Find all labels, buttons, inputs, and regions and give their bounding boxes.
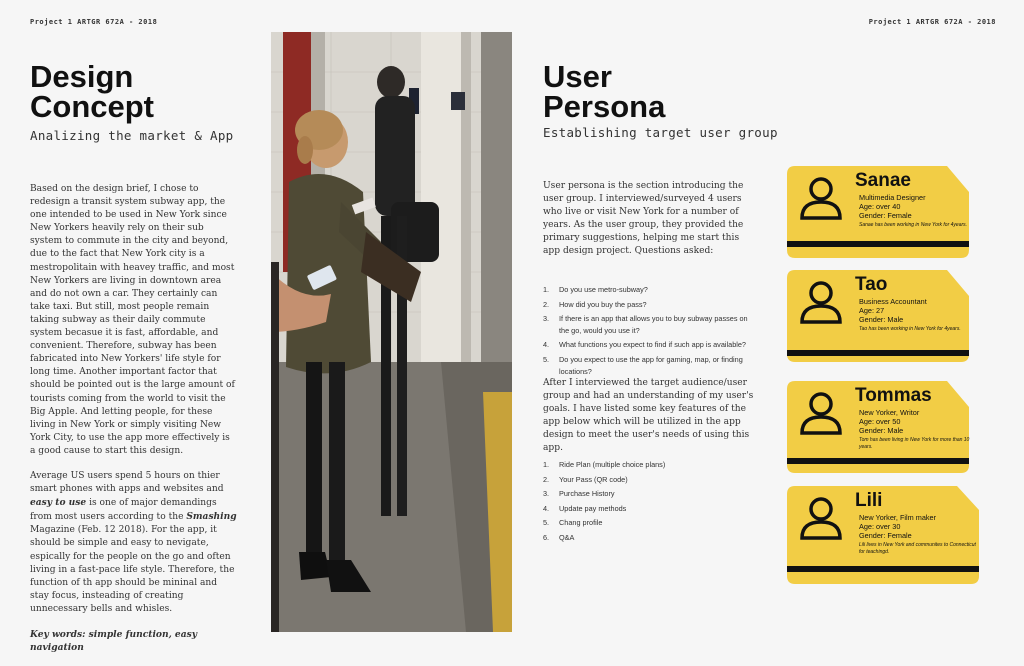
p2-part3: Magazine (Feb. 12 2018). For the app, it should be simple and easy to nevigate, espically for the people on the go and often living in a fast-pace life style. Therefore, the function of th app should be mininal and stay focus, insteading of creating unnecessary bells and whisles.	[30, 525, 235, 614]
questions-list	[543, 284, 759, 380]
persona-card-tommas	[787, 381, 982, 473]
user-avatar-icon	[799, 176, 843, 220]
question-number: 4.	[543, 340, 550, 350]
user-persona-title-line2: Persona	[543, 89, 666, 124]
persona-info	[859, 408, 919, 436]
list-item	[543, 503, 759, 515]
persona-info	[859, 513, 936, 541]
user-persona-title	[543, 59, 763, 124]
design-concept-paragraph-1: Based on the design brief, I chose to redesign a transit system subway app, the one intended to be used in New York since New Yorkers heavily rely on their sub system to commute in the city and beyond, due to the fact that New York city is a mestropolitain with heavey traffic, and most New Yorkers are living in downtown area and do not own a car. They certainly can take taxi. But still, most people remain taking subway as their daily commute system becasue it is fast, affordable, and convenient. Therefore, subway has been fabricated into New Yorkers' life style for long time. Another important factor that should be pointed out is the large amount of tourists coming from the world to visit the Big Apple. And letting people, for these living in New York or simply visiting New York City, to use the app more effectively is a good cause to start this design.	[30, 184, 235, 456]
design-concept-title-line1: Design	[30, 59, 134, 94]
persona-gender: Gender: Female	[859, 211, 912, 221]
question-text: How did you buy the pass?	[559, 299, 647, 309]
list-item	[543, 474, 759, 486]
user-persona-intro-text: User persona is the section introducing the user group. I interviewed/surveyed 4 users who live or visit New York for a number of years. As the user group, they provided the primary suggestions, helping me start this app design project. Questions asked:	[543, 181, 744, 257]
persona-card-tao	[787, 270, 982, 362]
p2-part2: is one of major demandings from most users according to the	[30, 498, 217, 523]
list-item	[543, 459, 759, 471]
persona-card-sanae	[787, 166, 982, 258]
feature-number: 3.	[543, 489, 550, 499]
user-persona-subtitle: Establishing target user group	[543, 125, 778, 140]
persona-name: Tommas	[855, 385, 932, 406]
project-tag-right: Project 1 ARTGR 672A - 2018	[868, 18, 996, 26]
design-concept-paragraph-2	[30, 470, 238, 616]
list-item	[543, 339, 759, 351]
persona-name: Lili	[855, 490, 883, 511]
feature-text: Chang profile	[559, 518, 603, 528]
user-persona-title-line1: User	[543, 59, 612, 94]
question-text: Do you expect to use the app for gaming, map, or finding locations?	[559, 354, 743, 376]
persona-note: Sanae has been working in New York for 4years.	[859, 222, 968, 228]
question-text: What functions you expect to find if such app is available?	[559, 340, 746, 350]
feature-text: Purchase History	[559, 489, 615, 499]
user-persona-intro	[543, 180, 758, 271]
feature-text: Ride Plan (multiple choice plans)	[559, 460, 666, 469]
list-item	[543, 313, 759, 336]
design-concept-body	[30, 183, 238, 666]
persona-info	[859, 193, 926, 221]
user-avatar-icon	[799, 280, 843, 324]
persona-role: New Yorker, Writor	[859, 408, 920, 417]
feature-number: 6.	[543, 532, 550, 542]
user-avatar-icon	[799, 496, 843, 540]
design-concept-subtitle: Analizing the market & App	[30, 128, 234, 143]
feature-number: 1.	[543, 460, 550, 469]
question-number: 1.	[543, 285, 550, 294]
list-item	[543, 517, 759, 529]
feature-number: 4.	[543, 503, 550, 513]
list-item	[543, 299, 759, 311]
user-persona-after	[543, 377, 758, 468]
design-concept-title	[30, 59, 250, 124]
persona-role: Multimedia Designer	[859, 193, 926, 202]
persona-role: Business Accountant	[859, 297, 927, 306]
persona-gender: Gender: Male	[859, 315, 904, 325]
persona-info	[859, 297, 927, 325]
subway-platform-photo	[271, 32, 512, 632]
project-tag-left: Project 1 ARTGR 672A - 2018	[30, 18, 158, 26]
persona-note: Tao has been working in New York for 4years.	[859, 326, 961, 332]
persona-gender: Gender: Male	[859, 426, 904, 436]
question-number: 3.	[543, 314, 550, 324]
persona-age: Age: over 30	[859, 522, 901, 532]
feature-text: Your Pass (QR code)	[559, 474, 628, 484]
persona-role: New Yorker, Film maker	[859, 513, 937, 522]
question-text: If there is an app that allows you to buy subway passes on the go, would you use it?	[559, 314, 748, 335]
feature-number: 5.	[543, 518, 550, 528]
feature-number: 2.	[543, 474, 550, 484]
persona-card-lili	[787, 486, 982, 578]
question-number: 5.	[543, 354, 550, 364]
persona-note: Lili lives in New York and communites to Connecticut for teachingd.	[859, 542, 976, 555]
list-item	[543, 354, 759, 377]
features-list	[543, 459, 759, 547]
persona-name: Sanae	[855, 170, 911, 191]
user-avatar-icon	[799, 391, 843, 435]
question-text: Do you use metro-subway?	[559, 285, 648, 294]
list-item	[543, 488, 759, 500]
persona-age: Age: over 50	[859, 417, 901, 427]
photo-illustration	[271, 32, 512, 632]
design-concept-title-line2: Concept	[30, 89, 154, 124]
feature-text: Q&A	[559, 532, 575, 542]
persona-name: Tao	[855, 274, 888, 295]
persona-age: Age: 27	[859, 306, 885, 316]
list-item	[543, 284, 759, 296]
p2-emphasis-easy-to-use: easy to use	[30, 497, 87, 509]
feature-text: Update pay methods	[559, 503, 627, 513]
p2-emphasis-smashing: Smashing	[186, 511, 237, 523]
list-item	[543, 532, 759, 544]
p2-part1: Average US users spend 5 hours on thier smart phones with apps and websites and	[30, 470, 224, 495]
user-persona-after-text: After I interviewed the target audience/user group and had an understanding of my user's goals. I have listed some key features of the app below which will be utilized in the app design to meet the user's needs of using this app.	[543, 378, 754, 454]
question-number: 2.	[543, 299, 550, 309]
persona-note: Tom has been living in New York for more than 10 years.	[859, 437, 970, 450]
persona-gender: Gender: Female	[859, 531, 912, 541]
design-concept-keywords: Key words: simple function, easy navigation	[30, 629, 198, 654]
persona-age: Age: over 40	[859, 202, 901, 212]
